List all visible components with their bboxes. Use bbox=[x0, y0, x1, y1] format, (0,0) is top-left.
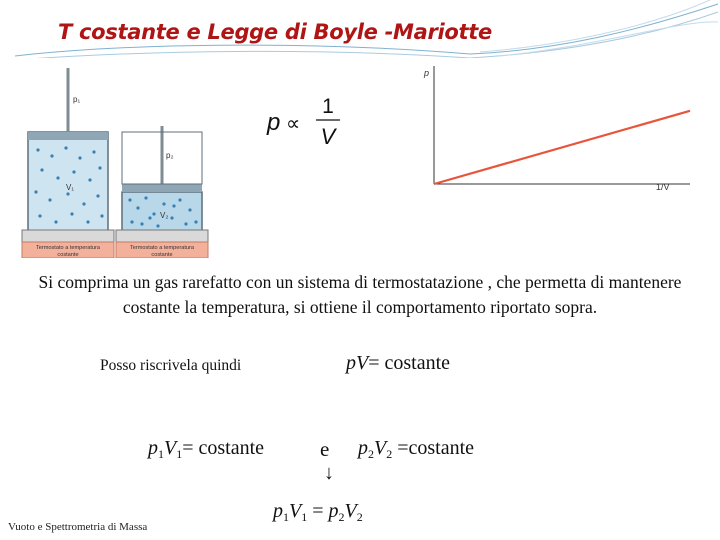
eq3-sub2: 2 bbox=[386, 447, 393, 461]
piston1-label: p₁ bbox=[73, 95, 81, 104]
x-axis-label: 1/V bbox=[656, 182, 670, 192]
eq4-p1: p bbox=[273, 500, 283, 522]
slide-title: T costante e Legge di Boyle -Mariotte bbox=[58, 20, 492, 44]
eq2-rhs: = costante bbox=[182, 437, 265, 459]
eq3-v: V bbox=[374, 437, 387, 459]
piston2-label: p₂ bbox=[166, 151, 174, 160]
conjunction-text: e bbox=[320, 437, 330, 461]
formula-numerator: 1 bbox=[322, 95, 334, 118]
thermostat1-label-line1: Termostato a temperatura bbox=[35, 245, 101, 251]
eq2-sub1: 1 bbox=[158, 447, 164, 461]
eq4-s1: 1 bbox=[283, 510, 289, 524]
eq3-rhs: =costante bbox=[392, 437, 475, 459]
eq1-v: V bbox=[356, 352, 369, 374]
volume1-label: V₁ bbox=[66, 183, 75, 192]
eq1-rhs: = costante bbox=[368, 352, 451, 374]
equation-p2v2-constant bbox=[358, 437, 474, 462]
eq4-v2: V bbox=[344, 500, 357, 522]
p-vs-inverse-volume-chart bbox=[420, 58, 698, 208]
eq2-v: V bbox=[164, 437, 177, 459]
thermostat1-label-line2: costante bbox=[57, 252, 79, 258]
equation-p1v1-equals-p2v2 bbox=[273, 500, 363, 525]
down-arrow-icon: ↓ bbox=[324, 462, 334, 484]
eq3-sub1: 2 bbox=[368, 447, 374, 461]
volume2-label: V₂ bbox=[160, 211, 169, 220]
thermostat2-label-line1: Termostato a temperatura bbox=[129, 245, 195, 251]
eq4-p2: p bbox=[328, 500, 339, 522]
formula-lhs: p bbox=[267, 109, 281, 136]
eq1-p: p bbox=[346, 352, 356, 374]
eq2-p: p bbox=[148, 437, 158, 459]
eq4-s3: 2 bbox=[338, 510, 345, 524]
eq2-sub2: 1 bbox=[176, 447, 183, 461]
thermostat2-label-line2: costante bbox=[151, 252, 173, 258]
eq4-equals: = bbox=[307, 500, 329, 522]
eq4-v1: V bbox=[289, 500, 302, 522]
eq4-s2: 1 bbox=[301, 510, 308, 524]
y-axis-label: p bbox=[423, 68, 429, 78]
equation-pv-constant bbox=[346, 352, 450, 375]
boyle-apparatus-figure bbox=[14, 58, 212, 258]
formula-denominator: V bbox=[320, 124, 336, 149]
formula-proportional-symbol: ∝ bbox=[286, 111, 301, 135]
proportionality-formula bbox=[262, 90, 352, 150]
footer-text: Vuoto e Spettrometria di Massa bbox=[8, 521, 148, 533]
rewrite-note: Posso riscrivela quindi bbox=[100, 357, 242, 374]
description-paragraph: Si comprima un gas rarefatto con un sistema di termostatazione , che permetta di mantenere costante la temperatura, si ottiene il comportamento riportato sopra. bbox=[38, 272, 682, 317]
eq3-p: p bbox=[358, 437, 368, 459]
equation-p1v1-constant bbox=[148, 437, 264, 462]
eq4-s4: 2 bbox=[356, 510, 363, 524]
